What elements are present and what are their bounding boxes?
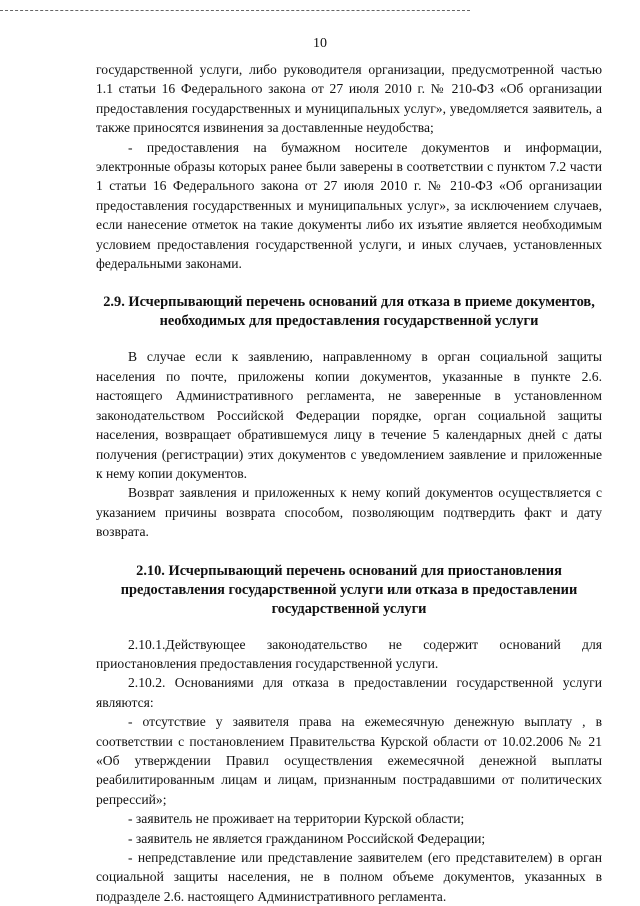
paragraph: государственной услуги, либо руководителя организации, предусмотренной частью 1.1 статьи 16 Федерального закона от 27 июля 2010 г. № 210-ФЗ «Об организации предоставления государственных и муниципальных услуг», уведомляется заявитель, а также приносятся извинения за доставленные неудобства; xyxy=(96,62,602,136)
top-rule xyxy=(0,10,470,11)
document-body xyxy=(96,60,602,906)
paragraph: Возврат заявления и приложенных к нему копий документов осуществляется с указанием причины возврата способом, позволяющим подтвердить факт и дату возврата. xyxy=(96,485,602,540)
list-item: - отсутствие у заявителя права на ежемесячную денежную выплату , в соответствии с постановлением Правительства Курской области от 10.02.2006 № 21 «Об утверждении Правил осуществления ежемесячной денежной выплаты реабилитированным лицам и лицам, признанным пострадавшими от политических репрессий»; xyxy=(96,714,602,807)
list-item: - заявитель не проживает на территории Курской области; xyxy=(128,811,465,827)
paragraph: 2.10.2. Основаниями для отказа в предоставлении государственной услуги являются: xyxy=(96,675,602,710)
list-item: - непредставление или представление заявителем (его представителем) в орган социальной защиты населения, не в полном объеме документов, указанных в подразделе 2.6. настоящего Административного регламента. xyxy=(96,850,602,904)
paragraph: 2.10.1.Действующее законодательство не содержит оснований для приостановления предоставления государственной услуги. xyxy=(96,636,602,671)
page-number: 10 xyxy=(313,36,327,51)
section-heading-2-9: 2.9. Исчерпывающий перечень оснований для отказа в приеме документов, необходимых для предоставления государственной услуги xyxy=(103,294,595,330)
paragraph: В случае если к заявлению, направленному в орган социальной защиты населения по почте, приложены копии документов, указанные в пункте 2.6. настоящего Административного регламента, не заверенные в установленном законодательством Российской Федерации порядке, орган социальной защиты населения, возвращает обратившемуся лицу в течение 5 календарных дней с даты получения (регистрации) этих документов с уведомлением заявление и приложенные к нему копии документов. xyxy=(96,349,602,481)
list-item: - заявитель не является гражданином Российской Федерации; xyxy=(128,830,486,846)
section-heading-2-10: 2.10. Исчерпывающий перечень оснований для приостановления предоставления государственной услуги или отказа в предоставлении государственной услуги xyxy=(120,562,578,617)
paragraph: - предоставления на бумажном носителе документов и информации, электронные образы которых ранее были заверены в соответствии с пунктом 7.2 части 1 статьи 16 Федерального закона от 27 июля 2010 г. № 210-ФЗ «Об организации предоставления государственных и муниципальных услуг», за исключением случаев, если нанесение отметок на такие документы либо их изъятие является необходимым условием предоставления государственной услуги, и иных случаев, установленных федеральными законами. xyxy=(96,139,602,272)
